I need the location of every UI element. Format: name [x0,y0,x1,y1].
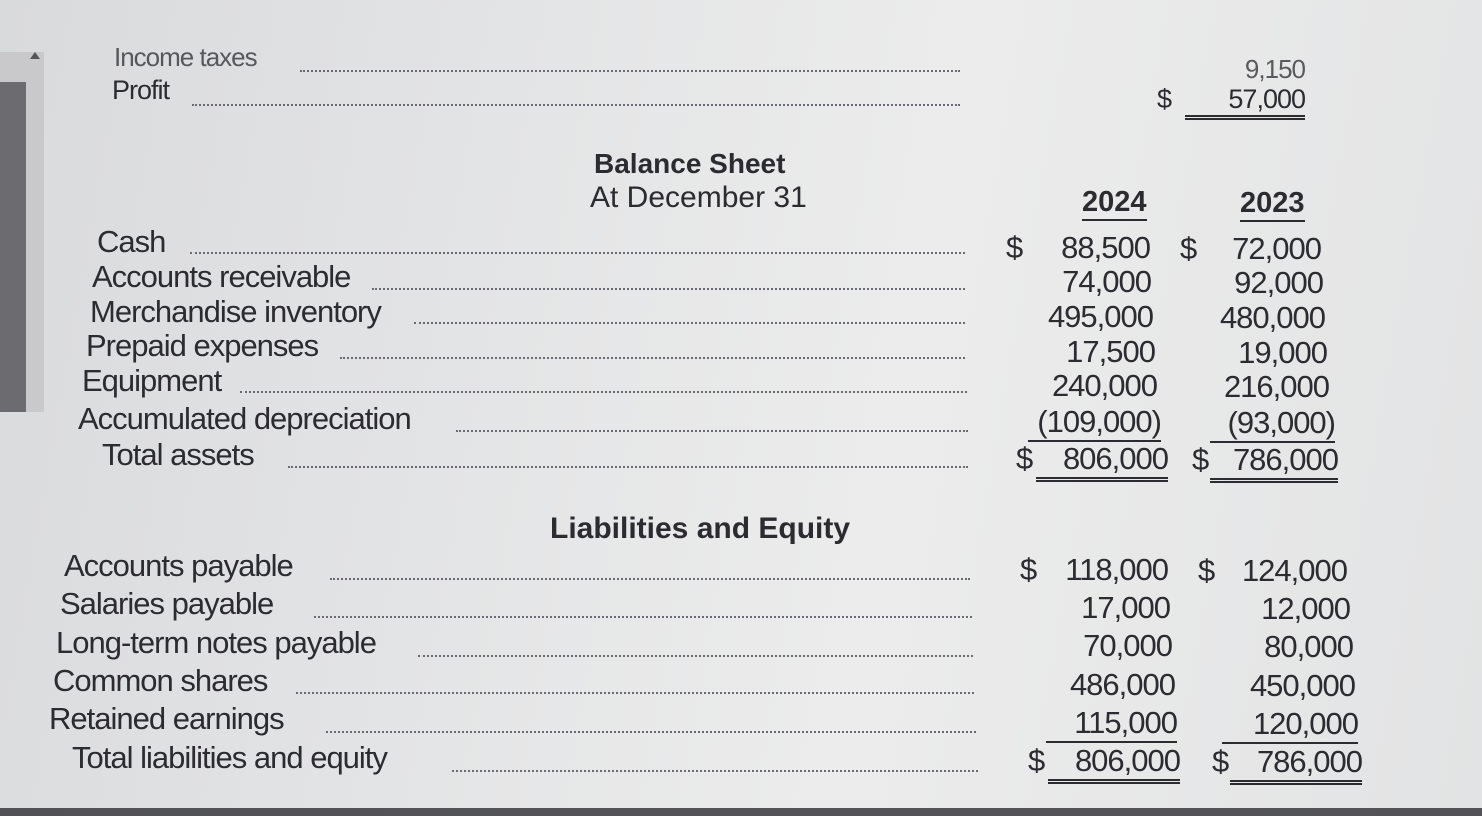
leader-dots [288,466,968,468]
balance-sheet-title: Balance Sheet [594,148,786,179]
asset-value-2023: 19,000 [1238,335,1327,370]
year-header-2023: 2023 [1240,187,1305,222]
leader-dots [372,288,965,290]
total-assets-2023: 786,000 [1210,442,1338,483]
asset-value-2023: 216,000 [1223,369,1329,404]
liability-value-2024: 115,000 [1046,705,1177,743]
year-header-2024: 2024 [1082,186,1147,221]
income-taxes-value: 9,150 [1244,54,1305,84]
leader-dots [418,655,973,657]
asset-value-2023: 92,000 [1234,265,1323,300]
asset-value-2024: 17,500 [1066,334,1155,369]
liability-value-2024: 486,000 [1069,667,1175,702]
currency-2024: $ [1028,743,1046,778]
currency-2024: $ [1016,441,1034,476]
total-assets-2024: 806,000 [1036,441,1168,482]
asset-label: Accumulated depreciation [78,401,411,436]
currency-2023: $ [1198,553,1216,588]
asset-value-2024: 88,500 [1061,230,1150,265]
liability-label: Retained earnings [49,701,284,736]
scroll-up-arrow-icon[interactable] [30,52,40,59]
screen-edge [0,808,1482,816]
liability-value-2023: 80,000 [1264,629,1353,664]
leader-dots [326,731,976,733]
currency-2023: $ [1180,231,1198,266]
currency-2023: $ [1212,744,1230,779]
leader-dots [296,692,974,694]
scroll-thumb[interactable] [0,82,26,412]
liability-value-2023: 450,000 [1249,668,1355,703]
liability-label: Common shares [53,663,268,698]
leader-dots [192,104,960,106]
leader-dots [414,322,965,324]
asset-label: Accounts receivable [92,259,351,294]
liability-label: Salaries payable [60,586,274,621]
asset-label: Merchandise inventory [90,294,381,329]
liabilities-equity-heading: Liabilities and Equity [550,512,851,545]
profit-value: 57,000 [1185,84,1305,120]
asset-value-2023: (93,000) [1210,405,1335,443]
total-liabilities-equity-2023: 786,000 [1230,744,1362,785]
total-assets-label: Total assets [102,437,254,472]
profit-label: Profit [112,75,170,105]
total-liabilities-equity-label: Total liabilities and equity [72,740,387,775]
liability-value-2024: 70,000 [1083,628,1172,663]
leader-dots [240,391,967,393]
vertical-scrollbar[interactable] [0,52,44,412]
asset-value-2024: 74,000 [1062,264,1151,299]
liability-value-2023: 120,000 [1222,706,1358,744]
income-taxes-label: Income taxes [114,42,257,72]
asset-value-2024: 495,000 [1047,299,1153,334]
profit-currency: $ [1157,84,1173,114]
asset-value-2023: 72,000 [1232,231,1321,266]
balance-sheet-subtitle: At December 31 [590,181,807,214]
leader-dots [456,430,968,432]
asset-label: Cash [97,224,166,259]
currency-2024: $ [1020,552,1038,587]
leader-dots [190,252,965,254]
leader-dots [330,578,970,580]
asset-label: Equipment [82,363,222,398]
liability-value-2023: 124,000 [1241,553,1347,588]
asset-value-2024: (109,000) [1028,404,1161,442]
asset-value-2023: 480,000 [1219,300,1325,335]
leader-dots [300,70,960,72]
liability-value-2024: 118,000 [1065,552,1168,587]
leader-dots [452,770,978,772]
leader-dots [340,357,965,359]
liability-value-2024: 17,000 [1081,590,1170,625]
liability-value-2023: 12,000 [1261,591,1350,626]
liability-label: Long-term notes payable [56,625,376,660]
total-liabilities-equity-2024: 806,000 [1048,743,1180,784]
leader-dots [314,616,972,618]
liability-label: Accounts payable [64,548,293,583]
asset-value-2024: 240,000 [1051,368,1157,403]
currency-2023: $ [1192,442,1210,477]
currency-2024: $ [1006,230,1024,265]
asset-label: Prepaid expenses [86,328,319,363]
